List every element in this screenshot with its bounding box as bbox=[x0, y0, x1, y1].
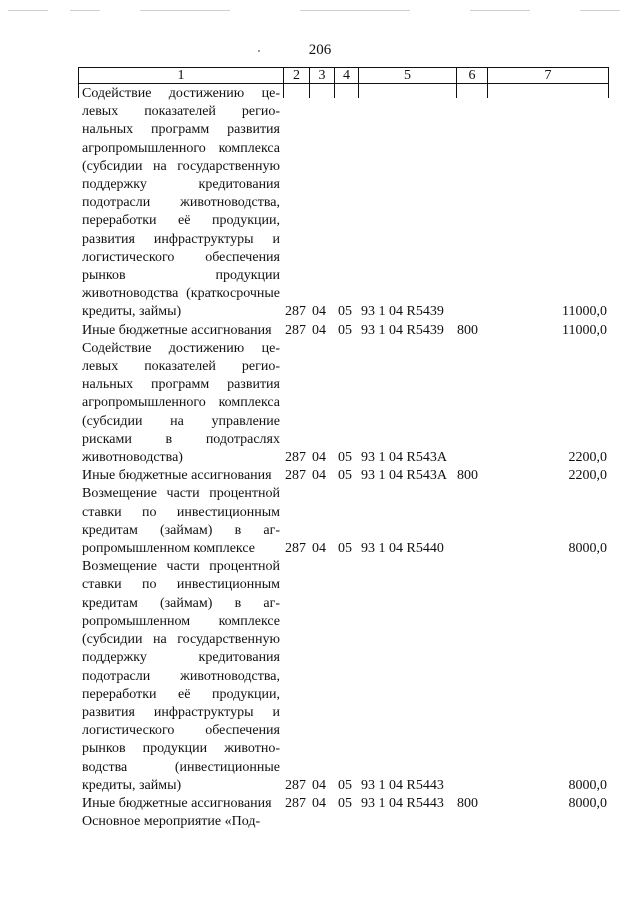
table-row bbox=[82, 340, 607, 467]
code-department: 287 bbox=[285, 322, 306, 338]
row-codes bbox=[285, 467, 497, 485]
row-amount: 11000,0 bbox=[562, 322, 607, 338]
code-department: 287 bbox=[285, 468, 306, 484]
code-subsection: 05 bbox=[338, 541, 352, 557]
header-col-7: 7 bbox=[544, 68, 552, 83]
table-header-row bbox=[78, 67, 609, 84]
row-codes bbox=[285, 322, 497, 340]
row-codes bbox=[285, 303, 497, 321]
row-description: Возмещение части процентной ставки по инвестиционным кредитам (займам) в агропромышленном комплексе bbox=[82, 486, 280, 557]
code-subsection: 05 bbox=[338, 450, 352, 466]
budget-table-body bbox=[82, 85, 607, 831]
header-col-5: 5 bbox=[359, 68, 457, 83]
row-amount: 2200,0 bbox=[568, 450, 607, 466]
row-description: Содействие достижению целевых показателей региональных программ развития агропромышленного комплекса (субсидии на управление рисками в подотраслях животноводства) bbox=[82, 340, 280, 466]
code-expense-type: 800 bbox=[457, 795, 478, 811]
code-department: 287 bbox=[285, 541, 306, 557]
row-description: Основное мероприятие «Под- bbox=[82, 814, 261, 830]
header-col-6: 6 bbox=[457, 68, 488, 83]
row-amount: 8000,0 bbox=[568, 777, 607, 793]
row-codes bbox=[285, 540, 497, 558]
row-codes bbox=[285, 795, 497, 813]
header-col-2: 2 bbox=[284, 68, 310, 83]
table-row bbox=[82, 467, 607, 485]
code-section: 04 bbox=[312, 322, 326, 338]
code-section: 04 bbox=[312, 450, 326, 466]
code-subsection: 05 bbox=[338, 777, 352, 793]
header-col-3: 3 bbox=[310, 68, 335, 83]
code-section: 04 bbox=[312, 541, 326, 557]
row-description: Возмещение части процентной ставки по инвестиционным кредитам (займам) в агропромышленном комплексе (субсидии на государственную поддержку кредитования подотрасли животноводства, переработки её продукции, развития инфраструктуры и логистического обеспечения рынков продукции животноводства (инвестиционные кредиты, займы) bbox=[82, 559, 280, 793]
row-codes bbox=[285, 449, 497, 467]
row-description: Иные бюджетные ассигнования bbox=[82, 468, 272, 484]
scan-artifact-line bbox=[140, 10, 230, 11]
column-divider bbox=[608, 84, 609, 98]
code-target-item: 93 1 04 R543A bbox=[361, 450, 447, 466]
scan-artifact-line bbox=[8, 10, 48, 11]
code-subsection: 05 bbox=[338, 304, 352, 320]
code-department: 287 bbox=[285, 450, 306, 466]
row-description: Содействие достижению целевых показателей региональных программ развития агропромышленного комплекса (субсидии на государственную поддержку кредитования подотрасли животноводства, переработки её продукции, развития инфраструктуры и логистического обеспечения рынков продукции животноводства (краткосрочные кредиты, займы) bbox=[82, 86, 280, 320]
row-amount: 8000,0 bbox=[568, 541, 607, 557]
row-description: Иные бюджетные ассигнования bbox=[82, 795, 272, 811]
scan-artifact-line bbox=[300, 10, 410, 11]
code-section: 04 bbox=[312, 777, 326, 793]
scan-artifact-line bbox=[70, 10, 100, 11]
code-subsection: 05 bbox=[338, 322, 352, 338]
code-target-item: 93 1 04 R5439 bbox=[361, 304, 444, 320]
code-target-item: 93 1 04 R5443 bbox=[361, 795, 444, 811]
row-description: Иные бюджетные ассигнования bbox=[82, 322, 272, 338]
row-amount: 11000,0 bbox=[562, 304, 607, 320]
header-col-1: 1 bbox=[79, 68, 284, 83]
code-department: 287 bbox=[285, 304, 306, 320]
row-amount: 2200,0 bbox=[568, 468, 607, 484]
row-codes bbox=[285, 813, 497, 831]
code-section: 04 bbox=[312, 304, 326, 320]
table-row bbox=[82, 85, 607, 322]
code-section: 04 bbox=[312, 795, 326, 811]
table-row bbox=[82, 485, 607, 558]
code-expense-type: 800 bbox=[457, 468, 478, 484]
scan-artifact-line bbox=[580, 10, 620, 11]
page-number: 206 bbox=[308, 42, 332, 58]
header-col-4: 4 bbox=[335, 68, 359, 83]
code-target-item: 93 1 04 R5440 bbox=[361, 541, 444, 557]
code-target-item: 93 1 04 R5443 bbox=[361, 777, 444, 793]
row-amount: 8000,0 bbox=[568, 795, 607, 811]
table-row bbox=[82, 795, 607, 813]
code-section: 04 bbox=[312, 468, 326, 484]
code-department: 287 bbox=[285, 795, 306, 811]
code-department: 287 bbox=[285, 777, 306, 793]
code-expense-type: 800 bbox=[457, 322, 478, 338]
row-codes bbox=[285, 777, 497, 795]
code-target-item: 93 1 04 R543A bbox=[361, 468, 447, 484]
code-target-item: 93 1 04 R5439 bbox=[361, 322, 444, 338]
column-divider bbox=[78, 84, 79, 98]
code-subsection: 05 bbox=[338, 468, 352, 484]
code-subsection: 05 bbox=[338, 795, 352, 811]
table-row bbox=[82, 322, 607, 340]
table-row bbox=[82, 558, 607, 795]
table-row bbox=[82, 813, 607, 831]
scan-artifact-line bbox=[470, 10, 530, 11]
